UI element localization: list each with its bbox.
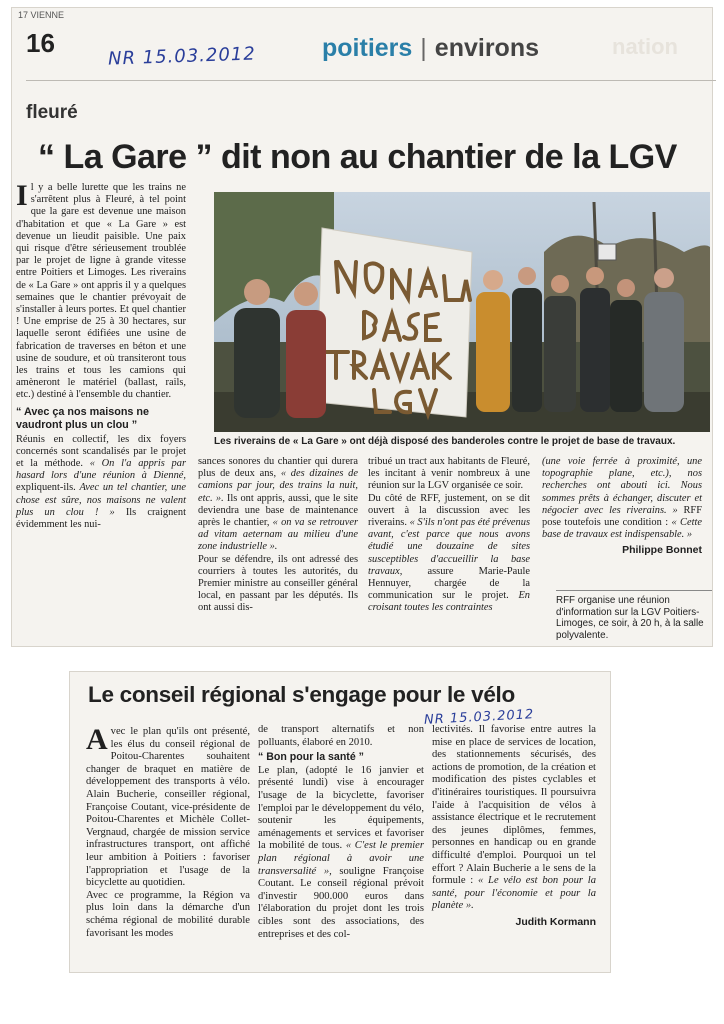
quote-text: « Le vélo est bon pour la santé, pour l'économie et pour la planète ». (432, 875, 596, 912)
paragraph (16, 434, 186, 532)
background-bleed-text: nation (612, 34, 678, 59)
article-author: Philippe Bonnet (622, 544, 702, 557)
paragraph-text: Du côté de RFF, justement, on se dit ouvert à la discussion avec les riverains. (368, 492, 530, 529)
paragraph (16, 179, 186, 402)
subheading: “ Avec ça nos maisons ne vaudront plus un clou ” (16, 405, 150, 431)
paragraph-text: l y a belle lurette que les trains ne s'arrêtent plus à Fleuré, à tel point que la gare est devenue une maison d'habitation et que « La Gare » est devenue un lieudit paisible. Une paix qui risque d'être sérieusement troublée par le projet de ligne à grande vitesse entre Poitiers et Limoges. Les riverains de « La Gare » ont appris il y a quelques semaines que le chantier prévoyait de s'installer à leurs portes. Et quel chantier ! Une emprise de 25 à 30 hectares, sur laquelle seront édifiées une usine de fabrication de traverses en béton et une usine de soudure, et où transiteront tous les trains et tous les camions qui amèneront le matériel (ballast, rails, etc.) destiné à l'ensemble du chantier. (16, 182, 186, 401)
paragraph-text: Ils craignent évidemment les nui- (16, 506, 186, 531)
section-header (322, 34, 539, 63)
article-column-1 (16, 179, 186, 531)
dropcap: I (16, 179, 28, 212)
article-column-2 (258, 724, 424, 941)
page-top-mark: 17 VIENNE (18, 10, 65, 20)
article-author: Judith Kormann (515, 915, 596, 928)
paragraph-text: lectivités. Il favorise entre autres la mise en place de services de location, des stationnements sécurisés, des actions de promotion, de la création et modification des pistes cyclables et d'itinéraires touristiques. Il poursuivra l'aide à l'acquisition de vélos à assistance électrique et le recrutement des jeunes diplômes, femmes, personnes en handicap ou en grande difficulté d'emploi. Pourquoi un tel effort ? Alain Bucherie a le sens de la formule : (432, 724, 596, 887)
paragraph-text: Ils ont appris, aussi, que le site deviendra une base de maintenance après le chantier, (198, 492, 358, 529)
handwritten-date-note: NR 15.03.2012 (107, 43, 257, 70)
paragraph-text: Le plan, (adopté le 16 janvier et présenté lundi) vise à encourager l'usage de la bicyclette, favoriser l'emploi par le développement du vélo, soutenir les équipements, aménagements et services et favoriser la mobilité de tous. (258, 764, 424, 852)
paragraph: Avec ce programme, la Région va plus loin dans la démarche d'un schéma régional de mobilité durable favorisant les modes (86, 889, 250, 939)
quote-text: « S'ils n'ont pas été prévenus avant, c'est parce que nous avons étudié une douzaine de sites susceptibles d'accueillir la base travaux, (368, 517, 530, 577)
photo-caption: Les riverains de « La Gare » ont déjà disposé des banderoles contre le projet de base de travaux. (214, 436, 676, 447)
paragraph-text: vec le plan qu'ils ont présenté, les élus du conseil régional de Poitou-Charentes souhaitent changer de braquet en matière de développement des transports à vélo. Alain Bucherie, conseiller régional, Françoise Coutant, vice-présidente de Poitou-Charentes et Michèle Collet-Vergnaud, chargée de mission service infrastructures transport, ont affiché leur ambition à Poitiers : favoriser l'appropriation et l'usage de la bicyclette au quotidien. (86, 726, 250, 889)
article-column-3 (432, 724, 596, 929)
paragraph: Pour se défendre, ils ont adressé des courriers à toutes les autorités, du Premier ministre au conseiller général local, en passant par les députés. Ils ont aussi dis- (198, 553, 358, 614)
paragraph: tribué un tract aux habitants de Fleuré, les incitant à venir nombreux à une réunion sur la LGV organisée ce soir. (368, 456, 530, 492)
info-box: RFF organise une réunion d'information sur la LGV Poitiers-Limoges, ce soir, à 20 h, à la salle polyvalente. (556, 590, 712, 641)
paragraph-text: expliquent-ils. (16, 482, 80, 494)
dropcap: A (86, 723, 108, 756)
quote-text: En croisant toutes les contraintes (368, 590, 530, 614)
section-subname: environs (434, 34, 539, 62)
article-column-2 (198, 456, 358, 615)
paragraph (368, 493, 530, 615)
page-number: 16 (26, 28, 55, 58)
newspaper-clipping-velo (70, 672, 610, 972)
article-photo (214, 192, 710, 432)
article-headline: Le conseil régional s'engage pour le vélo (88, 682, 515, 707)
paragraph-text: sances sonores du chantier qui durera plus de deux ans, (198, 456, 358, 480)
article-kicker: fleuré (26, 102, 78, 123)
paragraph-text: Réunis en collectif, les dix foyers concernés sont scandalisés par le projet et la méthode. (16, 433, 186, 470)
quote-text: « C'est le premier plan régional à avoir une transversalité », (258, 840, 424, 877)
paragraph (258, 765, 424, 941)
paragraph-text: souligne Françoise Coutant. Le conseil régional prévoit d'investir 900.000 euros dans l'élaboration du projet dont les trois cibles sont des associations, des entreprises et des col- (258, 865, 424, 940)
paragraph-text: RFF pose toutefois une condition : (542, 504, 702, 529)
quote-text: « Cette base de travaux est indispensable. » (542, 517, 702, 541)
quote-text: « On l'a appris par hasard lors d'une réunion à Dienné, (16, 458, 186, 482)
section-divider: | (420, 34, 427, 62)
article-column-4 (542, 456, 702, 557)
paragraph (542, 456, 702, 541)
article-headline: “ La Gare ” dit non au chantier de la LGV (38, 138, 677, 176)
paragraph-text: assure Marie-Paule Hennuyer, chargée de la communication sur le projet. (368, 565, 530, 602)
header-rule (26, 80, 716, 81)
article-column-1 (86, 723, 250, 940)
quote-text: Avec un tel chantier, une chose est sûre, nos maisons ne valent plus un clou ! » (16, 482, 186, 518)
paragraph: de transport alternatifs et non polluants, élaboré en 2010. (258, 724, 424, 748)
handwritten-date-note: NR 15.03.2012 (423, 707, 535, 728)
paragraph (198, 456, 358, 554)
newspaper-clipping-lgv (12, 8, 712, 646)
article-column-3 (368, 456, 530, 615)
quote-text: « des dizaines de camions par jour, des trains la nuit, etc. ». (198, 468, 358, 504)
photo-illustration (214, 192, 710, 432)
quote-text: (une voie ferrée à proximité, une topographie plane, etc.), nos recherches ont abouti ici. Nous sommes prêts à échanger, discuter et négocier avec les riverains. » (542, 456, 702, 516)
subheading: “ Bon pour la santé ” (258, 751, 364, 764)
paragraph (86, 723, 250, 890)
paragraph (432, 724, 596, 913)
section-name: poitiers (322, 34, 413, 62)
quote-text: « on va se retrouver ad vitam aeternam au milieu d'une zone industrielle ». (198, 517, 358, 553)
